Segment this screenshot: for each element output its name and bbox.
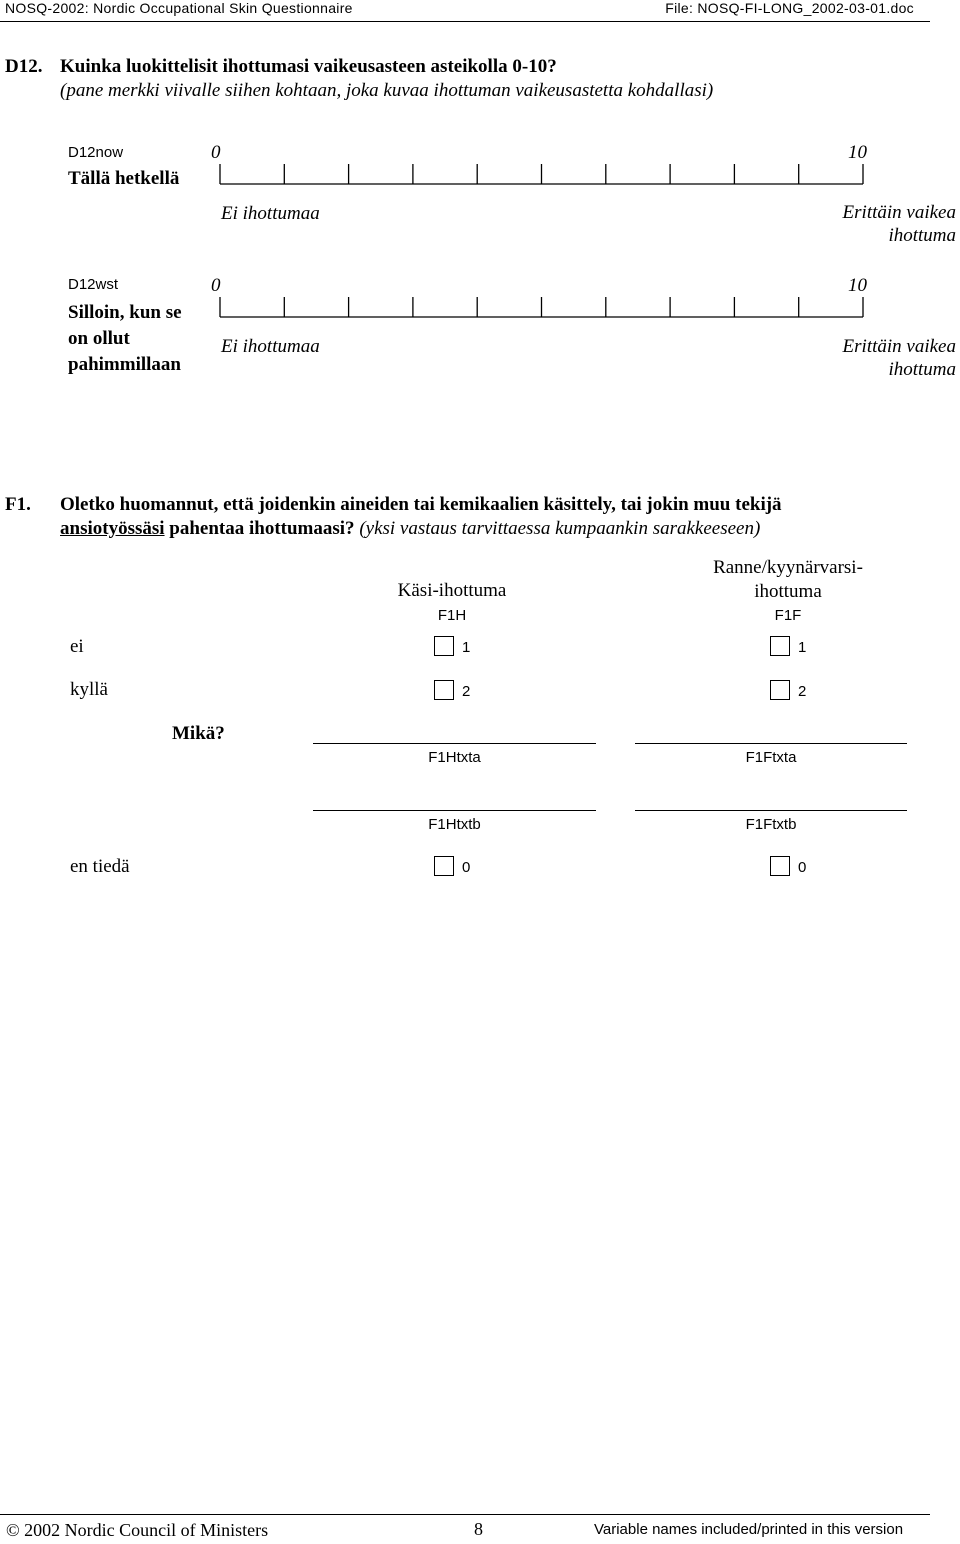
scale-left-anchor: Ei ihottumaa [221, 336, 320, 357]
checkbox-wrist-kylla[interactable] [770, 680, 790, 700]
scale-max-label: 10 [848, 275, 867, 296]
text-var-wrist-b: F1Ftxtb [745, 816, 797, 833]
header-filename: File: NOSQ-FI-LONG_2002-03-01.doc [665, 0, 914, 16]
footer-note: Variable names included/printed in this version [594, 1521, 904, 1538]
f1-number: F1. [5, 494, 31, 515]
code-hand-ei: 1 [462, 639, 471, 656]
footer-page-number: 8 [474, 1519, 483, 1539]
col-heading-hand: Käsi-ihottuma [397, 580, 507, 601]
checkbox-wrist-en-tieda[interactable] [770, 856, 790, 876]
f1-underlined-word: ansiotyössäsi [60, 518, 165, 539]
text-var-hand-a: F1Htxta [428, 749, 481, 766]
scale-right-anchor: Erittäin vaikea ihottuma [842, 336, 956, 380]
d12-instruction: (pane merkki viivalle siihen kohtaan, joka kuvaa ihottuman vaikeusastetta kohdallasi) [60, 80, 714, 101]
d12now-var: D12now [68, 144, 124, 161]
scale-max-label: 10 [848, 142, 867, 163]
f1-instruction: (yksi vastaus tarvittaessa kumpaankin sarakkeeseen) [354, 518, 761, 539]
text-line-wrist-a[interactable] [635, 743, 907, 744]
d12wst-label: Silloin, kun se on ollut pahimmillaan [68, 302, 182, 375]
scale-min-label: 0 [211, 142, 221, 163]
header-title: NOSQ-2002: Nordic Occupational Skin Questionnaire [5, 0, 353, 16]
checkbox-hand-en-tieda[interactable] [434, 856, 454, 876]
scale-min-label: 0 [211, 275, 221, 296]
option-label-ei: ei [70, 636, 84, 657]
text-var-hand-b: F1Htxtb [428, 816, 481, 833]
d12-question: Kuinka luokittelisit ihottumasi vaikeusasteen asteikolla 0-10? [60, 56, 557, 77]
checkbox-hand-kylla[interactable] [434, 680, 454, 700]
footer-rule [0, 1514, 930, 1515]
text-var-wrist-a: F1Ftxta [745, 749, 797, 766]
d12wst-var: D12wst [68, 276, 119, 293]
option-label-kylla: kyllä [70, 679, 108, 700]
scale-right-anchor: Erittäin vaikea ihottuma [842, 202, 956, 246]
f1-question-line2 [60, 518, 760, 540]
option-label-en-tieda: en tiedä [70, 856, 130, 877]
f1-question: Oletko huomannut, että joidenkin aineiden tai kemikaalien käsittely, tai jokin muu tekijä [60, 494, 782, 515]
text-line-hand-b[interactable] [313, 810, 596, 811]
code-hand-en-tieda: 0 [462, 859, 471, 876]
text-line-hand-a[interactable] [313, 743, 596, 744]
f1-question-end: pahentaa ihottumaasi? [164, 518, 355, 539]
col-var-wrist: F1F [774, 607, 802, 624]
checkbox-hand-ei[interactable] [434, 636, 454, 656]
code-hand-kylla: 2 [462, 683, 471, 700]
code-wrist-en-tieda: 0 [798, 859, 807, 876]
code-wrist-ei: 1 [798, 639, 807, 656]
col-var-hand: F1H [437, 607, 467, 624]
severity-scale-now[interactable] [215, 162, 870, 186]
checkbox-wrist-ei[interactable] [770, 636, 790, 656]
d12-number: D12. [5, 56, 43, 77]
text-line-wrist-b[interactable] [635, 810, 907, 811]
mika-label: Mikä? [172, 723, 225, 744]
d12now-label: Tällä hetkellä [68, 168, 180, 189]
col-heading-wrist: Ranne/kyynärvarsi- ihottuma [713, 557, 863, 602]
severity-scale-worst[interactable] [215, 295, 870, 319]
header-rule [0, 21, 930, 22]
code-wrist-kylla: 2 [798, 683, 807, 700]
footer-copyright: © 2002 Nordic Council of Ministers [6, 1520, 269, 1540]
scale-left-anchor: Ei ihottumaa [221, 203, 320, 224]
